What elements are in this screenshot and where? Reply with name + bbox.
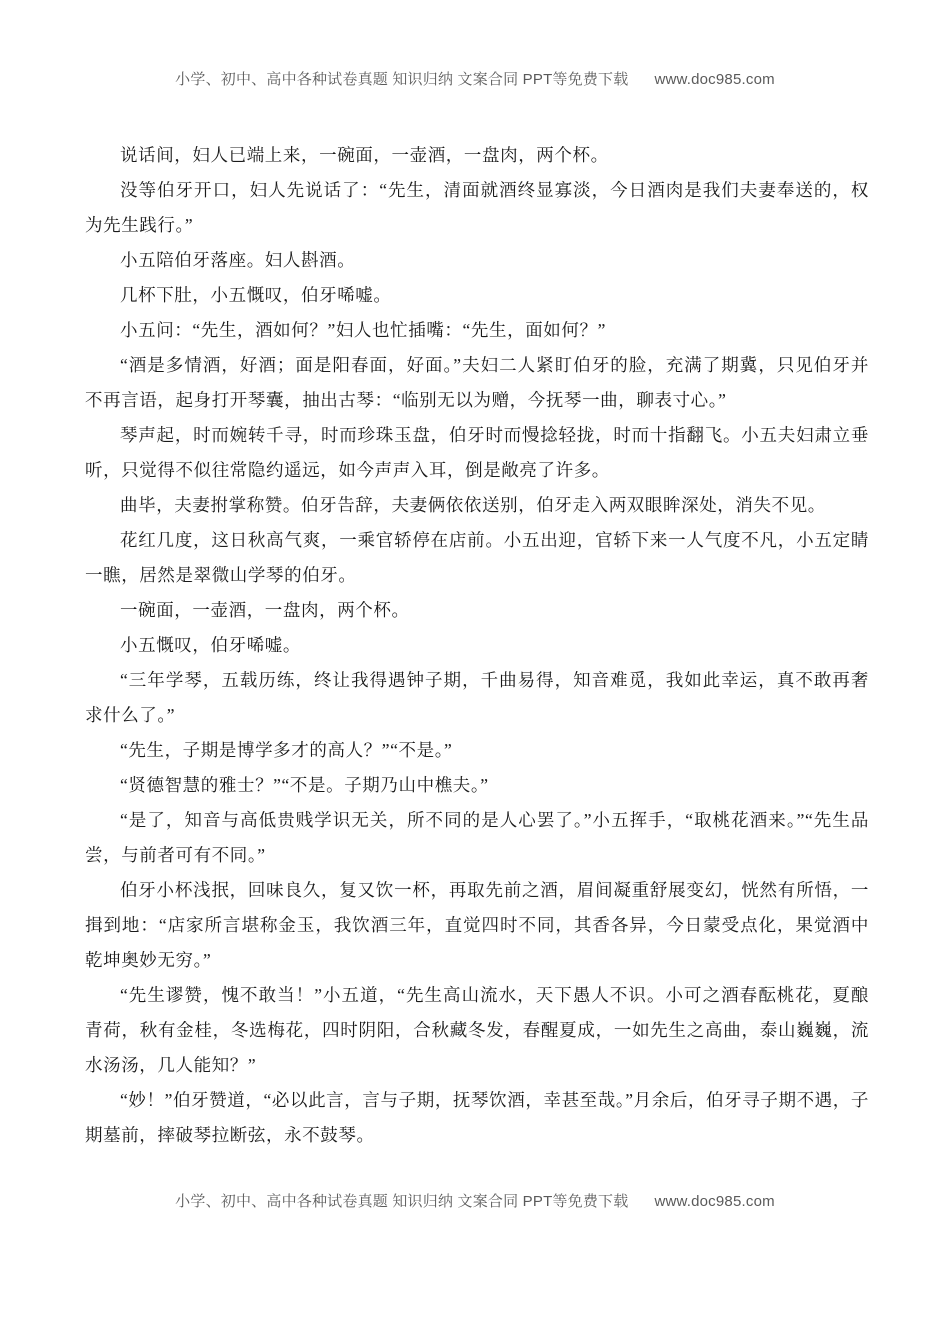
- paragraph: “妙！”伯牙赞道，“必以此言，言与子期，抚琴饮酒，幸甚至哉。”月余后，伯牙寻子期不遇，子期墓前，摔破琴拉断弦，永不鼓琴。: [85, 1090, 869, 1145]
- paragraph: 小五陪伯牙落座。妇人斟酒。: [120, 250, 356, 270]
- paragraph: 小五慨叹，伯牙唏嘘。: [120, 635, 301, 655]
- paragraph: 小五问：“先生，酒如何？”妇人也忙插嘴：“先生，面如何？”: [120, 320, 606, 340]
- paragraph: 曲毕，夫妻拊掌称赞。伯牙告辞，夫妻俩依依送别，伯牙走入两双眼眸深处，消失不见。: [120, 495, 826, 515]
- document-body: [85, 138, 869, 1153]
- footer-watermark-url: www.doc985.com: [654, 1193, 775, 1210]
- paragraph: “酒是多情酒，好酒；面是阳春面，好面。”夫妇二人紧盯伯牙的脸，充满了期冀，只见伯牙并不再言语，起身打开琴囊，抽出古琴：“临别无以为赠，今抚琴一曲，聊表寸心。”: [85, 355, 869, 410]
- paragraph: “先生谬赞，愧不敢当！”小五道，“先生高山流水，天下愚人不识。小可之酒春酝桃花，夏酿青荷，秋有金桂，冬选梅花，四时阴阳，合秋藏冬发，春醒夏成，一如先生之高曲，泰山巍巍，流水汤汤，几人能知？”: [85, 985, 869, 1075]
- paragraph: 没等伯牙开口，妇人先说话了：“先生，清面就酒终显寡淡，今日酒肉是我们夫妻奉送的，权为先生践行。”: [85, 180, 869, 235]
- paragraph: “贤德智慧的雅士？”“不是。子期乃山中樵夫。”: [120, 775, 489, 795]
- paragraph: 琴声起，时而婉转千寻，时而珍珠玉盘，伯牙时而慢捻轻拢，时而十指翻飞。小五夫妇肃立垂听，只觉得不似往常隐约遥远，如今声声入耳，倒是敞亮了许多。: [85, 425, 869, 480]
- paragraph: 几杯下肚，小五慨叹，伯牙唏嘘。: [120, 285, 392, 305]
- paragraph: 说话间，妇人已端上来，一碗面，一壶酒，一盘肉，两个杯。: [120, 145, 609, 165]
- header-watermark: [0, 68, 950, 89]
- header-watermark-url: www.doc985.com: [654, 71, 775, 88]
- header-watermark-text: 小学、初中、高中各种试卷真题 知识归纳 文案合同 PPT等免费下载: [175, 71, 629, 88]
- paragraph: “是了，知音与高低贵贱学识无关，所不同的是人心罢了。”小五挥手，“取桃花酒来。”“先生品尝，与前者可有不同。”: [85, 810, 869, 865]
- paragraph: 一碗面，一壶酒，一盘肉，两个杯。: [120, 600, 410, 620]
- paragraph: “三年学琴，五载历练，终让我得遇钟子期，千曲易得，知音难觅，我如此幸运，真不敢再奢求什么了。”: [85, 670, 869, 725]
- paragraph: “先生，子期是博学多才的高人？”“不是。”: [120, 740, 453, 760]
- footer-watermark: [0, 1190, 950, 1211]
- paragraph: 伯牙小杯浅抿，回味良久，复又饮一杯，再取先前之酒，眉间凝重舒展变幻，恍然有所悟，一揖到地：“店家所言堪称金玉，我饮酒三年，直觉四时不同，其香各异，今日蒙受点化，果觉酒中乾坤奥妙无穷。”: [85, 880, 869, 970]
- footer-watermark-text: 小学、初中、高中各种试卷真题 知识归纳 文案合同 PPT等免费下载: [175, 1193, 629, 1210]
- paragraph: 花红几度，这日秋高气爽，一乘官轿停在店前。小五出迎，官轿下来一人气度不凡，小五定睛一瞧，居然是翠微山学琴的伯牙。: [85, 530, 869, 585]
